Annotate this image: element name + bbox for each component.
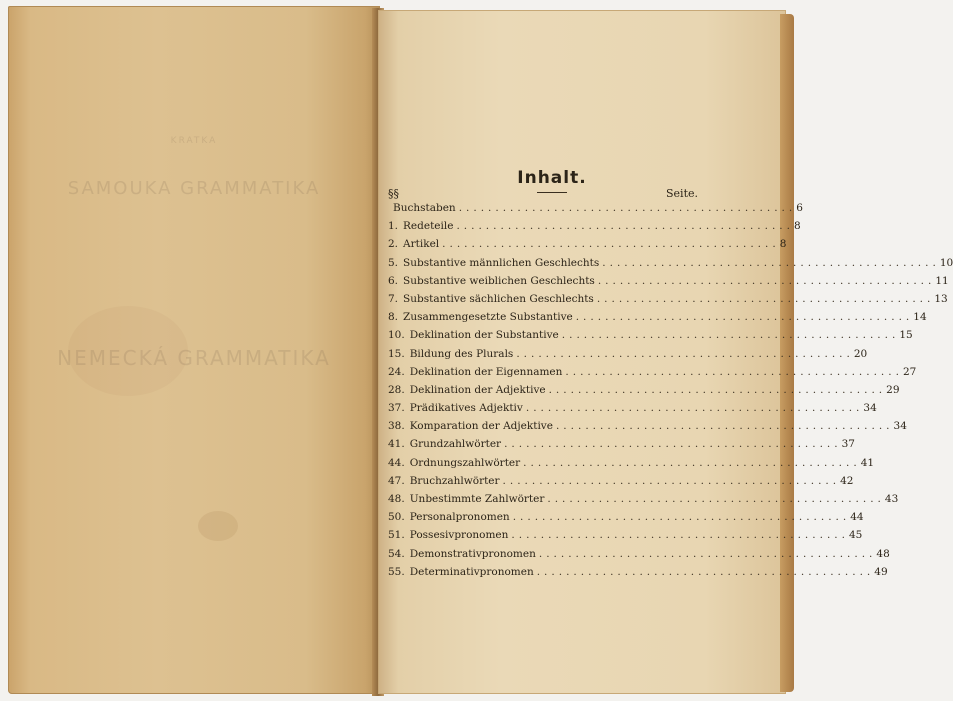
section-number: 7. [388,292,399,305]
page-number: 41 [860,456,875,469]
toc-entry [388,474,854,493]
page-number: 43 [884,493,899,505]
entry-title-cell [410,384,886,396]
entry-title: Substantive männlichen Geschlechts [403,256,600,269]
entry-title: Deklination der Eigennamen [409,365,563,378]
page-number: 8 [794,220,801,233]
dot-leader: .............................................. [523,456,861,469]
section-header: §§ [388,187,399,200]
dot-leader: .............................................. [536,565,875,578]
entry-title: Redeteile [403,220,454,233]
entry-title-cell [410,511,851,523]
section-number: 41. [388,438,405,451]
bleed-through-text: SAMOUKA GRAMMATIKA [67,178,321,199]
entry-title: Buchstaben [393,202,456,214]
toc-entry [388,402,877,420]
toc-entry [388,256,953,275]
entry-title: Prädikatives Adjektiv [409,402,523,415]
page-number: 29 [886,383,900,396]
toc-entry [388,493,899,511]
entry-title: Grundzahlwörter [409,438,502,451]
dot-leader: .............................................. [575,311,914,324]
toc-list [388,202,953,584]
dot-leader: .............................................. [565,365,903,378]
bleed-through-text: NEMECKÁ GRAMMATIKA [57,346,331,370]
page-number: 20 [853,347,868,360]
page-number: 42 [840,474,854,487]
table-of-contents [388,168,953,584]
entry-title: Substantive weiblichen Geschlechts [403,274,595,287]
entry-title-cell [410,402,864,414]
title-rule [537,192,567,193]
toc-entry [388,274,949,293]
section-number: 47. [388,474,405,487]
toc-entry [388,456,875,475]
dot-leader: .............................................. [504,438,842,451]
section-number: 2. [388,238,399,251]
page-number: 44 [850,511,864,524]
entry-title: Deklination der Substantive [409,329,559,342]
page-number: 37 [841,438,855,451]
left-page [8,6,380,694]
section-number: 6. [388,274,399,287]
dot-leader: .............................................. [456,220,794,233]
dot-leader: .............................................. [555,420,894,433]
toc-entry [388,511,864,529]
toc-entry [388,383,900,402]
toc-entry [388,292,948,311]
toc-entry [388,238,787,256]
toc-entry [388,547,890,566]
entry-title: Determinativpronomen [409,565,534,578]
section-number: 8. [388,311,399,324]
entry-title-cell [403,220,794,232]
section-number: 5. [388,256,399,269]
page-number: 34 [863,402,877,415]
page-number: 6 [796,202,803,214]
toc-entry [388,438,855,456]
entry-title-cell [403,311,913,323]
toc-entry [388,347,868,366]
section-number: 1. [388,220,399,233]
entry-title: Artikel [403,238,440,251]
page-number: 34 [893,420,907,433]
page-number: 45 [848,529,863,542]
section-number: 10. [388,329,405,342]
dot-leader: .............................................. [548,383,887,396]
dot-leader: .............................................. [502,474,841,487]
dot-leader: .............................................. [596,292,935,305]
entry-title-cell [410,366,903,378]
section-number: 38. [388,420,405,433]
page-number: 11 [935,274,949,287]
toc-entry [388,329,913,347]
dot-leader: .............................................. [525,402,864,415]
entry-title-cell [393,202,796,214]
entry-title: Personalpronomen [409,511,510,524]
entry-title-cell [410,329,900,341]
dot-leader: .............................................. [561,329,900,342]
dot-leader: .............................................. [511,529,849,542]
entry-title-cell [403,275,935,287]
entry-title: Bildung des Plurals [409,347,514,360]
section-number: 50. [388,511,405,524]
entry-title-cell [403,257,940,269]
entry-title-cell [403,238,780,250]
entry-title: Ordnungszahlwörter [409,456,521,469]
entry-title: Deklination der Adjektive [409,383,546,396]
toc-entry [388,365,917,384]
section-number: 37. [388,402,405,415]
dot-leader: .............................................. [547,493,885,505]
entry-title: Demonstrativpronomen [409,547,536,560]
toc-entry [388,311,927,329]
dot-leader: .............................................. [602,256,940,269]
page-number: 8 [779,238,787,251]
entry-title: Substantive sächlichen Geschlechts [403,292,594,305]
entry-title-cell [410,475,840,487]
entry-title-cell [410,566,875,578]
toc-entry [388,420,907,438]
dot-leader: .............................................. [516,347,854,360]
toc-entry [388,565,888,584]
entry-title: Komparation der Adjektive [409,420,553,433]
toc-entry [388,202,803,220]
page-number: 48 [876,547,890,560]
page-number: 10 [939,256,953,269]
entry-title-cell [403,293,934,305]
entry-title-cell [410,548,877,560]
entry-title-cell [410,457,861,469]
page-header: Seite. [666,187,698,200]
toc-entry [388,529,863,547]
entry-title-cell [410,420,894,432]
entry-title: Zusammengesetzte Substantive [403,311,573,324]
section-number: 15. [388,347,405,360]
page-number: 14 [913,311,927,324]
section-number: 54. [388,547,405,560]
section-number: 55. [388,565,405,578]
entry-title-cell [410,529,849,541]
entry-title-cell [410,493,885,505]
toc-entry [388,220,801,238]
dot-leader: .............................................. [597,274,936,287]
dot-leader: .............................................. [458,202,797,214]
paper-stain [198,511,238,541]
entry-title: Unbestimmte Zahlwörter [409,493,545,505]
entry-title-cell [410,348,854,360]
section-number: 28. [388,383,405,396]
dot-leader: .............................................. [512,511,851,524]
page-number: 27 [902,365,917,378]
section-number: 24. [388,365,405,378]
entry-title: Bruchzahlwörter [409,474,500,487]
entry-title: Possesivpronomen [409,529,509,542]
section-number: 48. [388,493,405,505]
dot-leader: .............................................. [538,547,877,560]
bleed-through-text: KRATKA [170,136,218,146]
dot-leader: .............................................. [442,238,780,251]
toc-title: Inhalt. [517,168,587,188]
section-number: 51. [388,529,405,542]
page-number: 13 [934,292,948,305]
page-number: 49 [874,565,888,578]
page-number: 15 [899,329,913,342]
section-number: 44. [388,456,405,469]
entry-title-cell [410,438,842,450]
toc-header [388,187,700,200]
